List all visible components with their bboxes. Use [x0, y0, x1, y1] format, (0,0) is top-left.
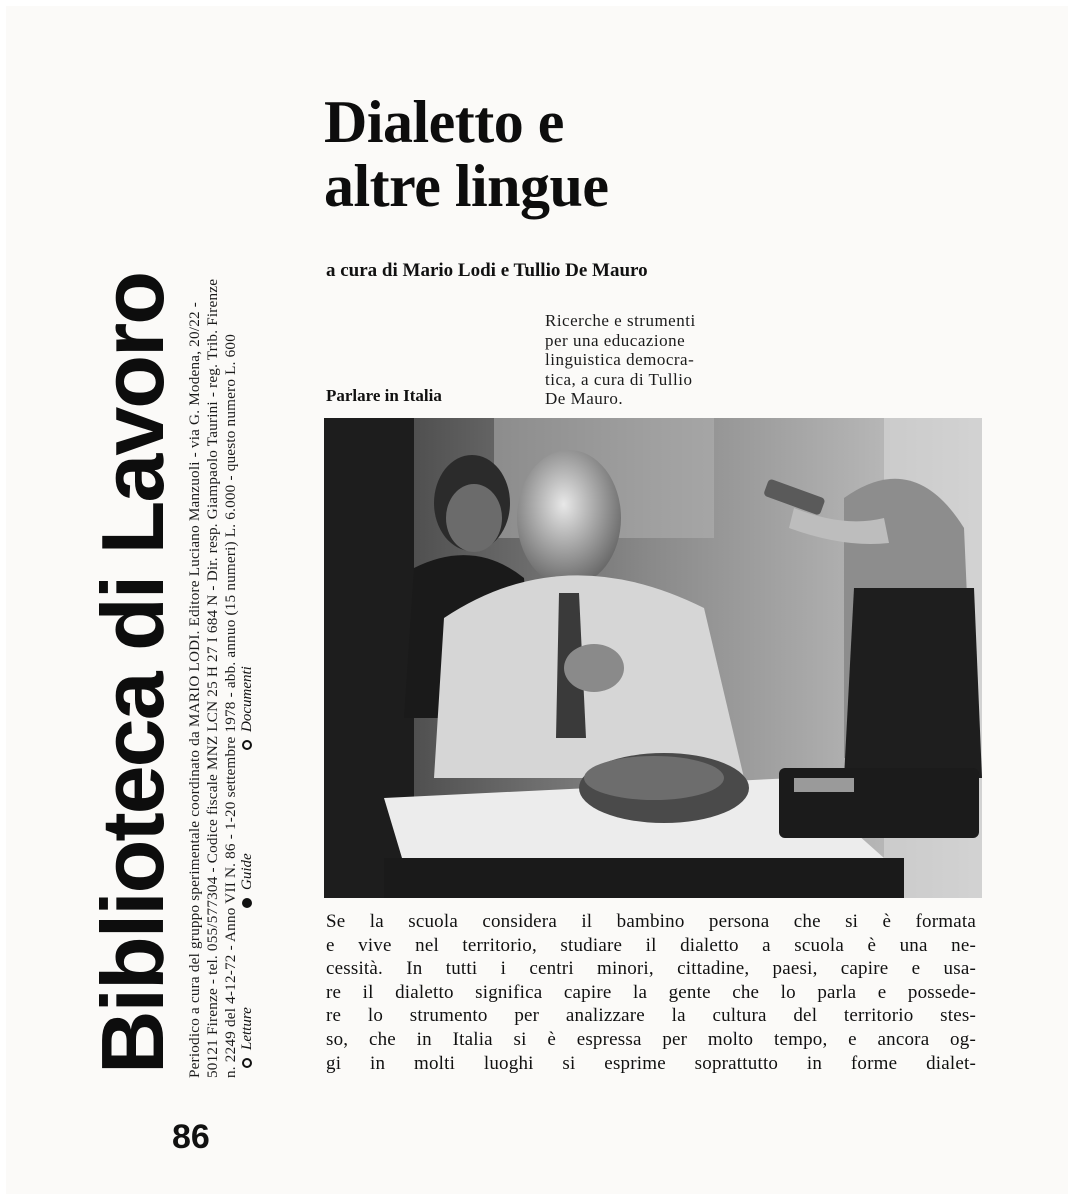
series-label: Parlare in Italia — [326, 386, 442, 405]
section-guide — [236, 750, 258, 908]
series-description-line: tica, a cura di Tullio — [545, 369, 693, 389]
series-description-line: per una educazione — [545, 330, 686, 350]
series-description-line: Ricerche e strumenti — [545, 311, 696, 330]
section-label: Documenti — [239, 666, 255, 732]
series-description-line: linguistica democra- — [545, 350, 695, 369]
article-title — [324, 90, 844, 218]
filled-circle-icon — [242, 898, 252, 908]
body-line: cessità. In tutti i centri minori, cittadine, paesi, capire e usa- — [326, 958, 976, 980]
title-line: altre lingue — [324, 153, 609, 219]
open-circle-icon — [242, 1058, 252, 1068]
section-label: Letture — [239, 1007, 255, 1050]
issue-number: 86 — [172, 1118, 210, 1156]
section-label: Guide — [239, 853, 255, 890]
section-list — [236, 666, 258, 1068]
open-circle-icon — [242, 740, 252, 750]
article-photo — [324, 418, 982, 898]
body-line: re il dialetto significa capire la gente che lo parla e possede- — [326, 981, 976, 1003]
series-description — [545, 311, 787, 409]
body-line: Se la scuola considera il bambino persona che si è formata — [326, 911, 976, 932]
body-line: so, che in Italia si è espressa per molto tempo, e ancora og- — [326, 1028, 976, 1050]
body-line: gi in molti luoghi si esprime soprattutto in forme dialet- — [326, 1052, 976, 1074]
photo-illustration — [324, 418, 982, 898]
title-line: Dialetto e — [324, 89, 564, 155]
publisher-credit-line: n. 2249 del 4-12-72 - Anno VII N. 86 - 1-20 settembre 1978 - abb. annuo (15 numeri) L. 6.000 - questo numero L. 600 — [222, 334, 239, 1078]
series-description-line: De Mauro. — [545, 389, 624, 408]
body-line: e vive nel territorio, studiare il dialetto a scuola è una ne- — [326, 934, 976, 956]
publisher-credit-line: 50121 Firenze - tel. 055/577304 - Codice fiscale MNZ LCN 25 H 27 I 684 N - Dir. resp. Giampaolo Taurini - reg. Trib. Firenze — [204, 278, 221, 1078]
magazine-page — [6, 6, 1068, 1194]
masthead-title: Biblioteca di Lavoro — [83, 272, 182, 1074]
article-body — [326, 910, 976, 1075]
publisher-credit-line: Periodico a cura del gruppo sperimentale coordinato da MARIO LODI. Editore Luciano Manzuoli - via G. Modena, 20/22 - — [186, 301, 203, 1078]
article-subtitle: a cura di Mario Lodi e Tullio De Mauro — [326, 260, 648, 281]
section-documenti — [236, 666, 258, 750]
section-letture — [236, 908, 258, 1068]
body-line: re lo strumento per analizzare la cultura del territorio stes- — [326, 1005, 976, 1027]
